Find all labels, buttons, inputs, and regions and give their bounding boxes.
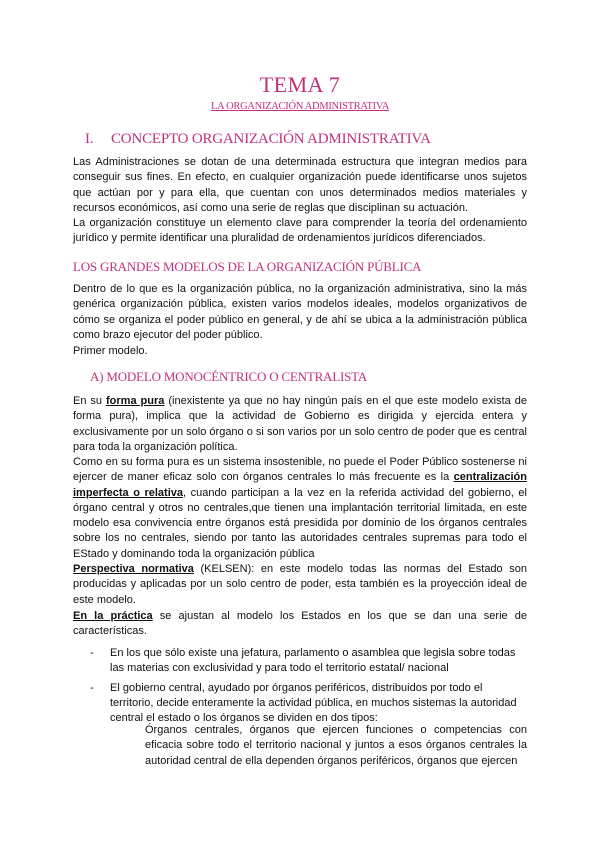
paragraph-forma-pura xyxy=(73,394,527,455)
section-number: I. xyxy=(85,131,94,147)
list-item xyxy=(73,646,527,677)
section-heading-concepto xyxy=(85,131,431,148)
paragraph-centralizacion xyxy=(73,455,527,562)
text-run: , cuando participan a la vez en la referida actividad del gobierno, el órgano central y otros no centrales,que tienen una implantación territorial limitada, en este modelo esa convivencia entre órganos está presidida por dominio de los órganos centrales sobre los no centrales, siendo por tanto las autoridades centrales supremas para todo el EStado y dominando toda la organización pública xyxy=(73,486,527,560)
section-heading-modelos: LOS GRANDES MODELOS DE LA ORGANIZACIÓN PÚBLICA xyxy=(73,259,422,274)
document-subtitle: LA ORGANIZACIÓN ADMINISTRATIVA xyxy=(210,101,390,112)
list-item xyxy=(73,681,527,727)
document-title: TEMA 7 xyxy=(259,72,341,97)
term-practica: En la práctica xyxy=(73,610,153,622)
text-run: En su xyxy=(73,395,107,407)
indented-paragraph: Órganos centrales, órganos que ejercen funciones o competencias con eficacia sobre todo el territorio nacional y juntos a esos órganos centrales la autoridad central de ella dependen órganos periféricos, órganos que ejercen xyxy=(145,724,527,767)
text-run: Como en su forma pura es un sistema insostenible, no puede el Poder Público sostenerse ni ejercer de maner eficaz solo con órganos centrales lo más frecuente es la xyxy=(73,456,527,484)
section-heading-modelo-monocentrico: A) MODELO MONOCÉNTRICO O CENTRALISTA xyxy=(90,369,368,384)
paragraph: Dentro de lo que es la organización pública, no la organización administrativa, sino la más genérica organización pública, existen varios modelos ideales, modelos organizativos de cómo se organiza el poder público en general, y de ahí se ubica a la administración pública como brazo ejecutor del poder público. xyxy=(73,283,527,341)
bullet-list xyxy=(73,646,527,730)
term-perspectiva: Perspectiva normativa xyxy=(73,563,194,575)
dash-bullet: - xyxy=(90,681,94,694)
text-run: (KELSEN): en este modelo todas las normas del Estado son producidas y aplicadas por un solo centro de poder, esta también es la proyección ideal de este modelo. xyxy=(73,563,527,606)
paragraph: La organización constituye un elemento clave para comprender la teoría del ordenamiento jurídico y permite identificar una pluralidad de ordenamientos jurídicos diferenciados. xyxy=(73,217,527,245)
paragraph: Las Administraciones se dotan de una determinada estructura que integran medios para conseguir sus fines. En efecto, en cualquier organización puede identificarse unos sujetos que actúan por y para ella, que cuentan con unos determinados medios materiales y recursos económicos, así como una serie de reglas que disciplinan su actuación. xyxy=(73,156,527,214)
paragraph-practica xyxy=(73,609,527,640)
term-centralizacion: centralización imperfecta o relativa xyxy=(73,471,527,499)
list-item-text: El gobierno central, ayudado por órganos periféricos, distribuidos por todo el territorio, decide enteramente la actividad pública, en muchos sistemas la autoridad central el estado o los órganos se dividen en dos tipos: xyxy=(110,681,517,725)
text-run: (inexistente ya que no hay ningún país en el que este modelo exista de forma pura), implica que la actividad de Gobierno es dirigida y ejercida entera y exclusivamente por un solo órgano o si son varios por un solo centro de poder que es central para toda la organización política. xyxy=(73,395,527,453)
paragraph-perspectiva xyxy=(73,562,527,608)
text-run: se ajustan al modelo los Estados en los que se dan una serie de características. xyxy=(73,610,527,638)
term-forma-pura: forma pura xyxy=(106,395,165,407)
dash-bullet: - xyxy=(90,647,94,659)
list-item-text: En los que sólo existe una jefatura, parlamento o asamblea que legisla sobre todas las materias con exclusividad y para todo el territorio estatal/ nacional xyxy=(110,647,516,675)
paragraph: Primer modelo. xyxy=(73,345,148,357)
section-title: CONCEPTO ORGANIZACIÓN ADMINISTRATIVA xyxy=(111,131,431,147)
